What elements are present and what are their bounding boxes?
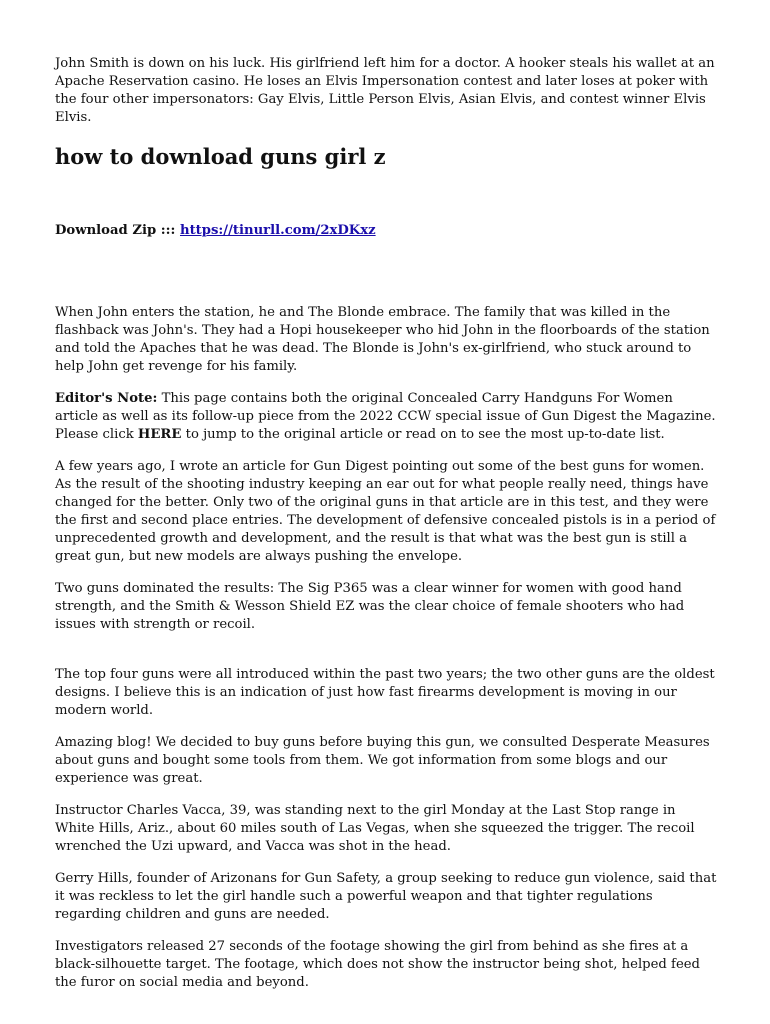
paragraph-investigators: Investigators released 27 seconds of the footage showing the girl from behind as she fires at a black-silhouette target. The footage, which does not show the instructor being shot, helped feed the furor on social media and beyond. — [55, 939, 700, 990]
editors-note-paragraph — [55, 390, 717, 444]
editors-note-text-2: to jump to the original article or read on to see the most up-to-date list. — [181, 427, 665, 442]
editors-note-here-link[interactable]: HERE — [137, 427, 182, 442]
page-title: how to download guns girl z — [55, 144, 386, 169]
download-link[interactable]: https://tinurll.com/2xDKxz — [179, 223, 376, 238]
editors-note-text-1: This page contains both the original Concealed Carry Handguns For Women article as well as its follow-up piece from the 2022 CCW special issue of Gun Digest the Magazine. Please click — [55, 391, 716, 442]
paragraph-station: When John enters the station, he and The Blonde embrace. The family that was killed in the flashback was John's. They had a Hopi housekeeper who hid John in the floorboards of the station and told the Apaches that he was dead. The Blonde is John's ex-girlfriend, who stuck around to help John get revenge for his family. — [55, 305, 710, 374]
download-line — [55, 222, 717, 240]
editors-note-label: Editor's Note: — [55, 391, 158, 406]
download-label: Download Zip ::: — [55, 223, 176, 238]
paragraph-gun-safety: Gerry Hills, founder of Arizonans for Gun Safety, a group seeking to reduce gun violence, said that it was reckless to let the girl handle such a powerful weapon and that tighter regulations regarding children and guns are needed. — [55, 871, 717, 922]
paragraph-results: Two guns dominated the results: The Sig P365 was a clear winner for women with good hand strength, and the Smith & Wesson Shield EZ was the clear choice of female shooters who had issues with strength or recoil. — [55, 581, 685, 632]
intro-paragraph: John Smith is down on his luck. His girlfriend left him for a doctor. A hooker steals his wallet at an Apache Reservation casino. He loses an Elvis Impersonation contest and later loses at poker with the four other impersonators: Gay Elvis, Little Person Elvis, Asian Elvis, and contest winner Elvis Elvis. — [55, 56, 715, 125]
paragraph-instructor: Instructor Charles Vacca, 39, was standing next to the girl Monday at the Last Stop range in White Hills, Ariz., about 60 miles south of Las Vegas, when she squeezed the trigger. The recoil wrenched the Uzi upward, and Vacca was shot in the head. — [55, 803, 695, 854]
paragraph-blog-comment: Amazing blog! We decided to buy guns before buying this gun, we consulted Desperate Measures about guns and bought some tools from them. We got information from some blogs and our experience was great. — [55, 735, 710, 786]
paragraph-article-history: A few years ago, I wrote an article for Gun Digest pointing out some of the best guns for women. As the result of the shooting industry keeping an ear out for what people really need, things have changed for the better. Only two of the original guns in that article are in this test, and they were the first and second place entries. The development of defensive concealed pistols is in a period of unprecedented growth and development, and the result is that what was the best gun is still a great gun, but new models are always pushing the envelope. — [55, 459, 716, 564]
document-page — [55, 55, 717, 992]
paragraph-top-four: The top four guns were all introduced within the past two years; the two other guns are the oldest designs. I believe this is an indication of just how fast firearms development is moving in our modern world. — [55, 667, 715, 718]
